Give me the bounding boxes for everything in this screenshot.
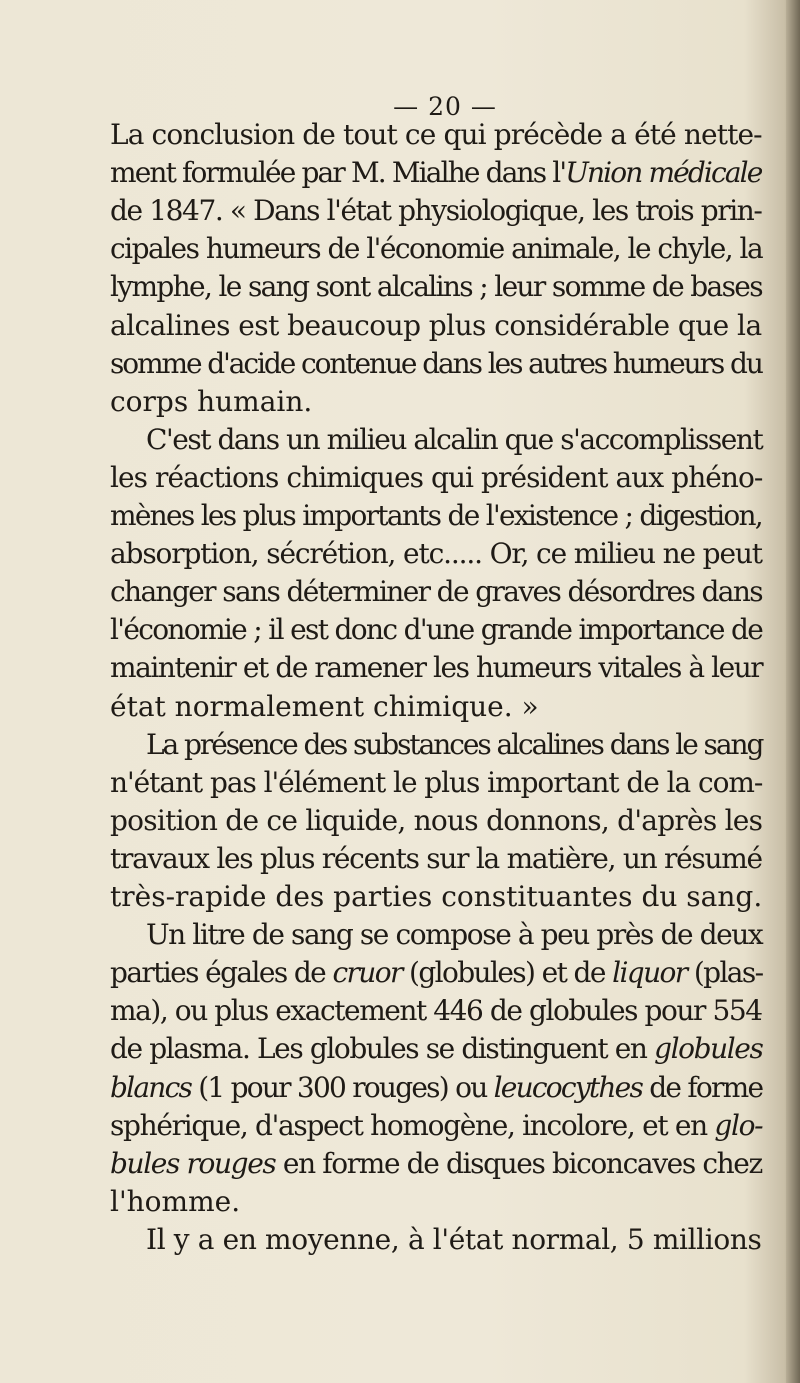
text-line — [110, 688, 539, 726]
text-span: C'est dans un milieu alcalin que s'accomplissent — [146, 422, 763, 456]
text-span: n'étant pas l'élément le plus important de la com- — [110, 765, 763, 799]
text-span: cipales humeurs de l'économie animale, le chyle, la — [110, 232, 763, 266]
text-span: mènes les plus importants de l'existence ; digestion, — [110, 499, 762, 532]
text-span: somme d'acide contenue dans les autres humeurs du — [110, 346, 762, 380]
text-line — [110, 992, 762, 1030]
text-line — [110, 116, 762, 154]
text-line — [110, 1030, 762, 1068]
text-line — [110, 611, 762, 649]
italic-span: cruor — [332, 956, 402, 990]
text-line — [110, 1069, 762, 1107]
text-span: les réactions chimiques qui président aux phéno- — [110, 460, 763, 494]
text-span: de plasma. Les globules se distinguent en — [110, 1032, 655, 1066]
text-line — [110, 840, 762, 878]
text-span: de 1847. « Dans l'état physiologique, les trois prin- — [110, 194, 762, 228]
italic-span: Union médicale — [565, 156, 762, 190]
text-span: sphérique, d'aspect homogène, incolore, et en — [110, 1108, 715, 1142]
text-span: ment formulée par M. Mialhe dans l' — [110, 156, 566, 190]
italic-span: glo- — [714, 1108, 763, 1142]
text-line — [110, 383, 312, 421]
text-line — [110, 802, 762, 840]
text-line — [146, 1221, 762, 1259]
text-line — [110, 649, 762, 687]
text-span: lymphe, le sang sont alcalins ; leur somme de bases — [110, 270, 762, 304]
text-span: position de ce liquide, nous donnons, d'après les — [110, 803, 763, 837]
text-span: alcalines est beaucoup plus considérable que la — [110, 308, 762, 342]
italic-span: liquor — [612, 956, 687, 990]
text-line — [110, 497, 762, 535]
text-span: (plas- — [686, 956, 763, 990]
text-line — [110, 307, 762, 345]
text-span: Il y a en moyenne, à l'état normal, 5 millions — [146, 1222, 762, 1256]
text-span: ma), ou plus exactement 446 de globules pour 554 — [110, 994, 762, 1028]
text-line — [110, 459, 762, 497]
text-span: La conclusion de tout ce qui précède a été nette- — [110, 118, 762, 151]
text-span: La présence des substances alcalines dans le sang — [146, 727, 763, 761]
italic-span: leucocythes — [493, 1070, 643, 1104]
text-span: de forme — [642, 1070, 763, 1104]
page-number: — 20 — — [393, 92, 497, 121]
text-span: Un litre de sang se compose à peu près de deux — [146, 918, 763, 952]
text-span: corps humain. — [110, 384, 313, 418]
text-span: travaux les plus récents sur la matière, un résumé — [110, 841, 762, 875]
text-line — [110, 1145, 762, 1183]
text-span: parties égales de — [110, 956, 333, 990]
text-span: l'économie ; il est donc d'une grande importance de — [110, 613, 763, 647]
text-line — [110, 345, 762, 383]
italic-span: globules — [654, 1032, 763, 1066]
text-span: en forme de disques biconcaves chez — [275, 1146, 762, 1180]
text-line — [110, 230, 762, 268]
text-line — [146, 726, 762, 764]
italic-span: blancs — [110, 1070, 192, 1104]
text-line — [110, 268, 762, 306]
text-line — [146, 916, 762, 954]
text-line — [110, 1183, 240, 1221]
text-line — [110, 573, 762, 611]
page-edge — [786, 0, 800, 1383]
text-span: l'homme. — [110, 1184, 241, 1218]
text-span: (globules) et de — [401, 956, 613, 990]
text-line — [110, 1107, 762, 1145]
text-line — [146, 421, 762, 459]
text-span: maintenir et de ramener les humeurs vitales à leur — [110, 651, 763, 685]
text-span: absorption, sécrétion, etc..... Or, ce milieu ne peut — [110, 537, 762, 571]
text-span: état normalement chimique. » — [110, 689, 539, 723]
text-line — [110, 954, 763, 992]
text-span: très-rapide des parties constituantes du sang. — [110, 880, 763, 913]
text-line — [110, 154, 762, 192]
text-line — [110, 764, 762, 802]
italic-span: bules rouges — [110, 1146, 276, 1180]
text-line — [110, 535, 762, 573]
text-span: changer sans déterminer de graves désordres dans — [110, 575, 763, 609]
text-line — [110, 192, 762, 230]
text-line — [110, 878, 762, 916]
text-span: (1 pour 300 rouges) ou — [191, 1070, 494, 1104]
